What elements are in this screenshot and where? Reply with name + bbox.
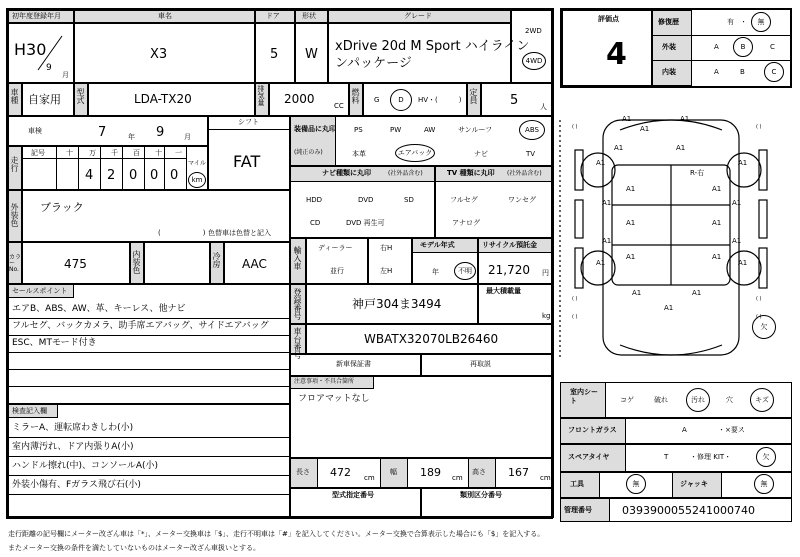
doors: 5 [270,47,279,62]
recycle-unit: 円 [542,269,549,277]
warranty: 新車保証書 [336,360,371,368]
persons-unit: 人 [540,103,547,111]
model-year-unknown: 不明 [454,262,476,280]
dmg-5: A1 [676,144,686,152]
tools-none: 無 [626,474,646,494]
score: 4 [606,37,627,72]
dmg-21: A1 [664,304,674,312]
grade: xDrive 20d M Sport ハイライン [335,39,530,54]
ext-b: B [733,37,753,57]
interior-label: 内装色 [132,250,141,274]
mgmt-label: 管理番号 [564,506,592,514]
spare-label: スペアタイヤ [568,453,610,461]
dmg-14: A1 [602,237,612,245]
tv-fullseg: フルセグ [450,196,478,204]
dmg-6: A1 [596,159,606,167]
tv-oneseg: ワンセグ [508,196,536,204]
notes-label: 注意事項・不具合箇所 [294,378,355,385]
usage-label: 車種 [10,88,19,104]
repair-no: 無 [751,12,771,32]
inspection-note-1: ミラーA、運転席わきしわ(小) [12,423,134,433]
car-name: X3 [150,47,168,62]
height-label: 高さ [472,468,486,476]
int-label: 内装 [662,68,676,76]
equip-airbag: エアバック [395,144,435,162]
inspect-year-unit: 年 [128,133,135,141]
int-a: A [714,68,719,76]
color-value: ブラック [40,201,84,214]
notes-rule [8,475,290,476]
footer-line-2: またメーター交換の条件を満たしていないものはメーター改ざん車扱いとする。 [8,544,260,552]
equipment-sub: (純正のみ) [294,149,323,156]
height-unit: cm [540,474,551,482]
interior-box [144,242,210,284]
footer-line-1: 走行距離の記号欄にメーター改ざん車は「*」、メーター交換車は「$」、走行不明車は「#」を記入してください。メーター交換で合算表示した場合にも「$」を記入する。 [8,530,545,538]
navi-sub: (社外品含む) [388,170,423,177]
import-parallel: 並行 [330,267,344,275]
inspect-year: 7 [98,125,107,140]
reg-month: 9 [46,63,52,73]
dmg-8: A1 [626,185,636,193]
svg-text:( ): ( ) [756,124,762,130]
mile-h4: 百 [133,149,140,157]
displacement-label: 排気量 [257,85,265,106]
shift: FAT [233,152,261,171]
usage: 自家用 [28,93,61,106]
inspect-label: 車検 [28,127,42,135]
color-no-label: カラーNo. [9,254,22,273]
dmg-15: A1 [732,237,742,245]
windshield-x: ・×要ス [718,426,745,434]
sheet-burn: コゲ [620,396,634,404]
inspection-note-3: ハンドル擦れ(中)、コンソールA(小) [12,461,159,471]
fuel-hv: HV・( ) [418,96,462,104]
jack-none: 無 [754,474,774,494]
displacement: 2000 [284,92,315,106]
reg-value: 神戸304ま3494 [352,297,442,311]
svg-text:( ): ( ) [572,314,578,320]
capacity-label: 定員 [469,88,478,104]
navi-dvd: DVD [358,196,374,204]
mile-h0: 記号 [31,149,45,157]
width-unit: cm [452,474,463,482]
navi-cd: CD [310,219,321,227]
mile-d4: 0 [150,168,159,183]
cond-rule [652,60,790,61]
mile-col-line [122,146,123,190]
load-unit: kg [542,312,551,320]
fuel-g: G [374,96,380,104]
mile-h5: 十 [155,149,162,157]
cc-unit: CC [334,102,344,110]
diagram-kake: 欠 [752,315,776,339]
model: LDA-TX20 [134,92,192,106]
notes-value: フロアマットなし [298,394,370,404]
equip-aw: AW [424,126,436,134]
mile-h6: 一 [175,149,182,157]
length-label: 長さ [296,468,310,476]
equip-pw: PW [390,126,402,134]
grade-label: グレード [404,12,432,20]
width: 189 [420,466,441,479]
mile-col-line [100,146,101,190]
year-label: 初年度登録年月 [12,12,61,20]
navi-sd: SD [404,196,414,204]
model-year-label: モデル年式 [420,241,455,249]
dmg-4: A1 [614,144,624,152]
inspect-month-unit: 月 [184,133,191,141]
manual: 再取説 [470,360,491,368]
sheet-stain: 汚れ [686,388,710,412]
shape-label: 形状 [302,12,316,20]
model-label: 型式 [76,88,85,104]
reg-label: 登録番号 [293,288,302,320]
sales-rule [8,335,290,336]
mileage-label: 走行 [10,156,19,172]
length: 472 [330,466,351,479]
dmg-19: A1 [738,259,748,267]
tv-analog: アナログ [452,219,480,227]
int-c: C [764,62,784,82]
fuel-label: 燃料 [351,88,360,104]
inspection-notes-label: 検査記入欄 [12,407,47,415]
notes-rule [8,437,290,438]
sales-rule [8,369,290,370]
sales-label: セールスポイント [12,287,68,295]
notes-rule [8,494,290,495]
equip-sunroof: サンルーフ [458,126,493,134]
mile-h1: 十 [66,149,73,157]
dmg-12: A1 [626,219,636,227]
mile-col-line [78,146,79,190]
handle-lh: 左H [380,267,393,275]
shift-label: シフト [238,118,259,126]
grade-line2: ンパッケージ [335,56,412,71]
handle-rh: 右H [380,244,393,252]
type-cert-label: 型式指定番号 [332,491,374,499]
mile-col-line [144,146,145,190]
sales-rule [8,386,290,387]
repair-label: 修復歴 [658,18,679,26]
mile-col-line [56,146,57,190]
dmg-22: A1 [692,289,702,297]
dmg-1: A1 [622,115,632,123]
spare-kit: ・修理 KIT・ [690,453,732,461]
dmg-13: A1 [712,219,722,227]
mile-col-line [164,146,165,190]
mgmt-value: 0393900055241000740 [622,504,755,517]
mile-d1: 4 [85,168,94,183]
inspection-note-4: 外装小傷有、Fガラス飛び石(小) [12,480,141,490]
capacity: 5 [510,93,519,108]
tv-sub: (社外品含む) [507,170,542,177]
ac: AAC [242,257,267,271]
dmg-10: A1 [602,199,612,207]
mile-h3: 千 [111,149,118,157]
mile-d5: 0 [170,168,179,183]
ext-a: A [714,43,719,51]
car-name-label: 車名 [158,12,172,20]
inspection-note-2: 室内薄汚れ、ドア内張りA(小) [12,442,134,452]
door-label: ドア [266,12,280,20]
mile-unit: km [188,172,206,188]
vin-value: WBATX32070LB26460 [364,332,499,346]
recycle-label: リサイクル預託金 [482,241,538,249]
shape: W [305,47,318,62]
sales-line-1: エアB、ABS、AW、革、キーレス、他ナビ [12,304,186,314]
int-b: B [740,68,745,76]
mile-d3: 0 [129,168,138,183]
import-dealer: ディーラー [318,244,353,252]
svg-text:( ): ( ) [572,296,578,302]
spare-t: T [664,453,669,461]
sales-rule [8,318,290,319]
equipment-label-bg [290,116,336,166]
color-paren: ( ) [158,229,206,237]
dmg-2: A1 [680,115,690,123]
drive-4wd: 4WD [522,52,546,70]
sales-line-2: フルセグ、バックカメラ、助手席エアバッグ、サイドエアバッグ [12,321,269,331]
windshield-a: A [682,426,687,434]
navi-label: ナビ種類に丸印 [322,169,371,177]
dmg-7: A1 [738,159,748,167]
dmg-20: A1 [632,289,642,297]
cond-rule [652,35,790,36]
score-label: 評価点 [598,15,619,23]
equipment-label: 装備品に丸印 [294,125,336,133]
navi-dvd-play: DVD 再生可 [346,219,385,227]
equip-leather: 本革 [352,150,366,158]
mile-unit-top: マイル [188,160,206,167]
dmg-11: A1 [732,199,742,207]
month-unit: 月 [62,71,69,79]
mile-h2: 万 [89,149,96,157]
tv-label: TV 種類に丸印 [447,169,495,177]
dmg-9: A1 [712,185,722,193]
inspect-month: 9 [156,125,165,140]
sheet-hole: 穴 [726,396,733,404]
era-year: H30 [14,40,47,59]
color-note: 色替車は色替と記入 [208,229,271,237]
vin-label: 車台番号 [293,327,302,359]
interior-sheet-label: 室内シート [570,388,598,406]
fuel-d: D [390,89,412,111]
drive-2wd: 2WD [525,27,542,35]
svg-text:( ): ( ) [756,314,762,320]
windshield-label: フロントガラス [568,426,617,434]
dmg-16: A1 [626,253,636,261]
mile-d2: 2 [107,168,116,183]
ext-c: C [770,43,775,51]
diagram-note: R-右 [690,169,705,177]
repair-yes: 有 [727,18,734,26]
class-label: 類別区分番号 [460,491,502,499]
svg-text:( ): ( ) [572,124,578,130]
jack-label: ジャッキ [680,480,708,488]
ext-label: 外装 [662,43,676,51]
import-label: 輸入車 [293,246,302,270]
equip-abs: ABS [519,120,545,140]
equip-ps: PS [354,126,363,134]
height: 167 [508,466,529,479]
navi-hdd: HDD [306,196,323,204]
tools-label: 工具 [570,480,584,488]
model-year-unit: 年 [432,268,439,276]
mileage-divider [22,158,186,159]
notes-rule [8,456,290,457]
length-unit: cm [364,474,375,482]
sales-line-3: ESC、MTモード付き [12,338,97,348]
load-label: 最大積載量 [486,287,521,295]
repair-dot: ・ [740,18,747,26]
mile-col-line [186,146,187,190]
dmg-3: A1 [640,125,650,133]
color-label: 外装色 [10,203,19,227]
width-label: 幅 [390,468,397,476]
sheet-scratch: キズ [750,388,774,412]
equip-navi: ナビ [474,150,488,158]
recycle-value: 21,720 [488,263,530,277]
color-no: 475 [64,257,87,271]
equip-tv: TV [526,150,536,158]
dmg-17: A1 [712,253,722,261]
svg-text:( ): ( ) [756,296,762,302]
ac-label: 冷房 [212,252,221,268]
sales-rule [8,352,290,353]
shift-divider [208,129,290,130]
dmg-18: A1 [596,259,606,267]
spare-kake: 欠 [756,447,776,467]
sheet-tear: 破れ [654,396,668,404]
